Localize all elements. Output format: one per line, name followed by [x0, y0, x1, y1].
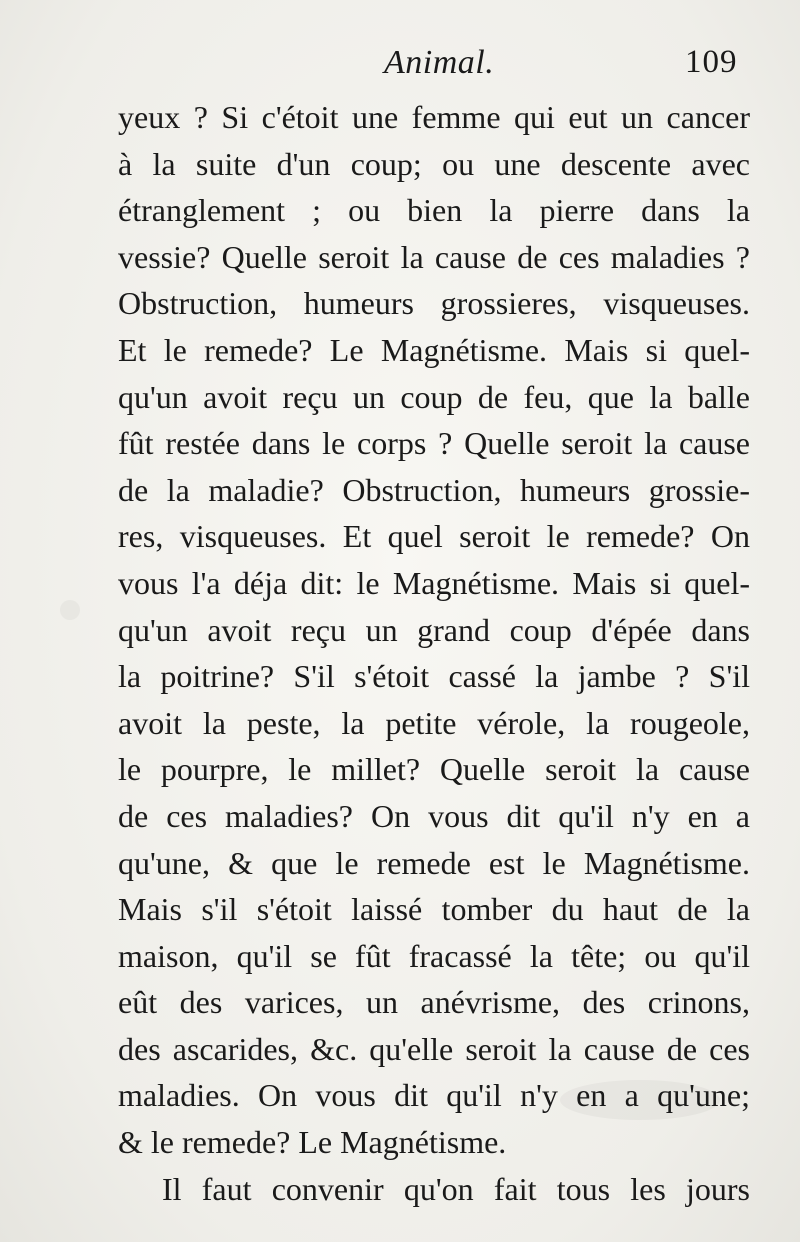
page-number: 109 — [685, 44, 738, 80]
running-title: Animal. — [384, 44, 495, 81]
text-line: qu'un avoit reçu un grand coup d'épée dans — [118, 611, 750, 648]
text-line: qu'un avoit reçu un coup de feu, que la balle — [118, 378, 750, 415]
text-line: Obstruction, humeurs grossieres, visqueuses. — [118, 285, 750, 322]
text-line: & le remede? Le Magnétisme. — [118, 1124, 507, 1161]
text-line: avoit la peste, la petite vérole, la rougeole, — [118, 704, 750, 741]
page-header — [0, 40, 800, 90]
text-line: la poitrine? S'il s'étoit cassé la jambe ? S'il — [118, 658, 750, 695]
text-line: à la suite d'un coup; ou une descente avec — [118, 145, 750, 182]
paper-spot — [60, 600, 80, 620]
text-line: le pourpre, le millet? Quelle seroit la cause — [118, 751, 750, 788]
text-line: vessie? Quelle seroit la cause de ces maladies ? — [118, 238, 750, 275]
text-line: maison, qu'il se fût fracassé la tête; ou qu'il — [118, 937, 750, 974]
body-text — [118, 94, 750, 1212]
text-line: de ces maladies? On vous dit qu'il n'y en a — [118, 797, 750, 834]
text-line: Mais s'il s'étoit laissé tomber du haut de la — [118, 891, 750, 928]
text-line: étranglement ; ou bien la pierre dans la — [118, 192, 750, 229]
text-line: vous l'a déja dit: le Magnétisme. Mais si quel- — [118, 564, 750, 601]
text-line: qu'une, & que le remede est le Magnétisme. — [118, 844, 750, 881]
text-line: des ascarides, &c. qu'elle seroit la cause de ces — [118, 1030, 750, 1067]
text-line: Et le remede? Le Magnétisme. Mais si quel- — [118, 331, 750, 368]
text-line: eût des varices, un anévrisme, des crinons, — [118, 984, 750, 1021]
text-line: maladies. On vous dit qu'il n'y en a qu'une; — [118, 1077, 750, 1114]
text-line: res, visqueuses. Et quel seroit le remede? On — [118, 518, 750, 555]
text-line: yeux ? Si c'étoit une femme qui eut un cancer — [118, 99, 750, 135]
text-line: fût restée dans le corps ? Quelle seroit la cause — [118, 425, 750, 462]
text-line: de la maladie? Obstruction, humeurs grossie- — [118, 471, 750, 508]
text-line: Il faut convenir qu'on fait tous les jours — [162, 1170, 750, 1207]
